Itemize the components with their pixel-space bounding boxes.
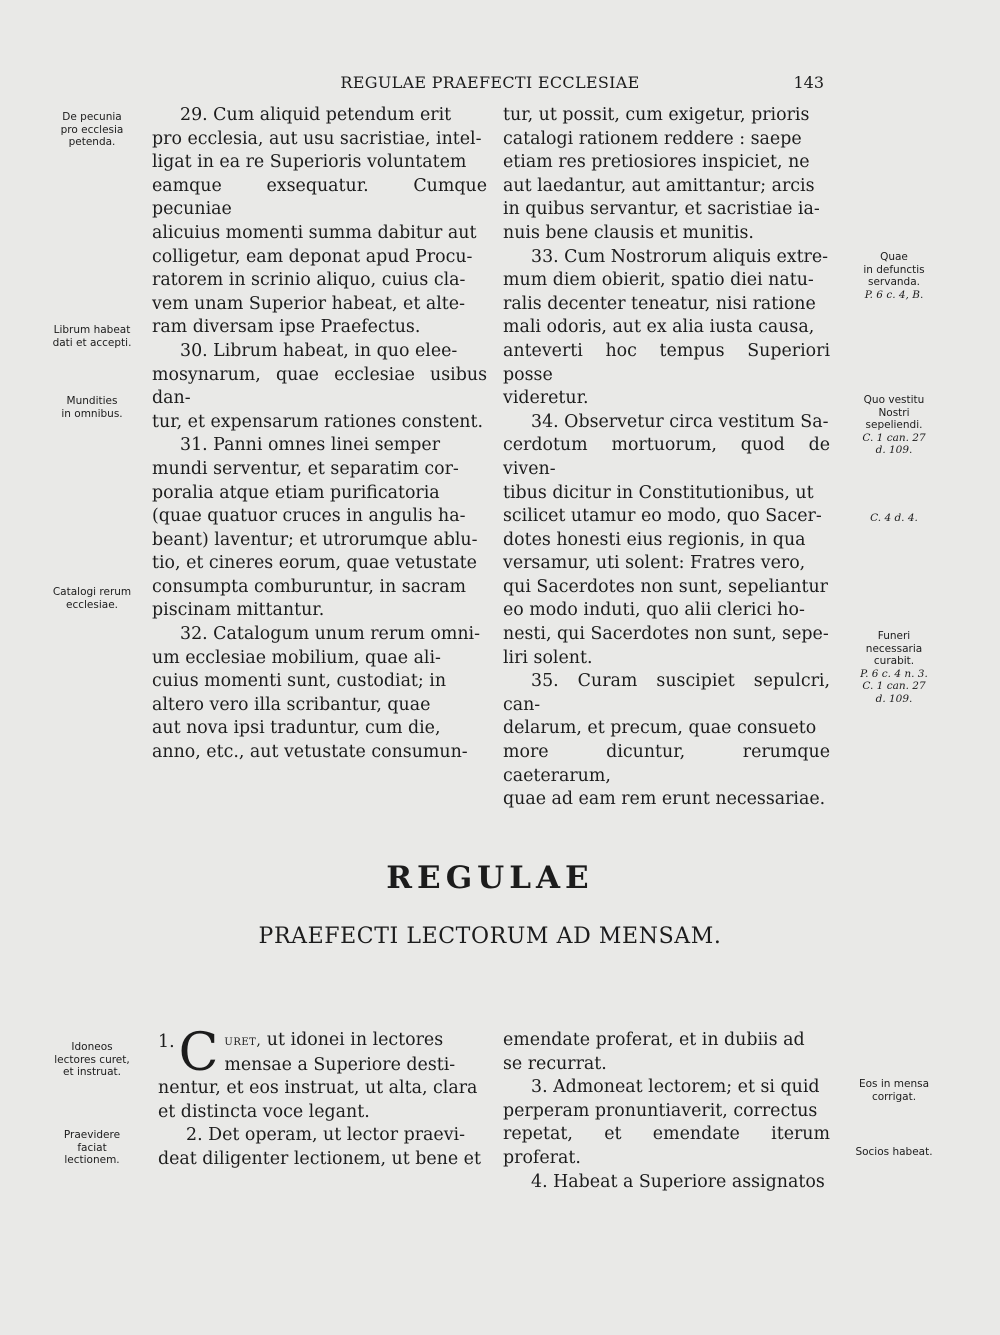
text-line: tio, et cineres eorum, quae vetustate bbox=[152, 553, 477, 574]
paragraph-33: 33. Cum Nostrorum aliquis extre- bbox=[531, 246, 829, 267]
note-line: Eos in mensa bbox=[858, 1078, 930, 1090]
note-line: Funeri bbox=[877, 630, 911, 642]
note-line: ecclesiae. bbox=[65, 598, 118, 611]
text-line: videretur. bbox=[503, 388, 589, 409]
margin-note-mundities bbox=[42, 395, 142, 420]
paragraph-2: 2. Det operam, ut lector praevi- bbox=[186, 1125, 465, 1146]
note-reference: d. 109. bbox=[875, 692, 913, 705]
note-line: dati et accepti. bbox=[52, 336, 132, 349]
text-line: versamur, uti solent: Fratres vero, bbox=[503, 553, 806, 574]
rule-number: 1. bbox=[158, 1032, 175, 1052]
text-line: eamque exsequatur. Cumque pecuniae bbox=[152, 175, 487, 220]
margin-note-quae-in-defunctis bbox=[842, 251, 946, 301]
note-line: faciat bbox=[77, 1141, 107, 1154]
text-line: et distincta voce legant. bbox=[158, 1101, 370, 1122]
text-line: etiam res pretiosiores inspiciet, ne bbox=[503, 152, 810, 173]
text-line: nuis bene clausis et munitis. bbox=[503, 222, 754, 243]
text-line: cuius momenti sunt, custodiat; in bbox=[152, 671, 447, 692]
text-line: repetat, et emendate iterum proferat. bbox=[503, 1124, 830, 1168]
text-line: nesti, qui Sacerdotes non sunt, sepe- bbox=[503, 624, 829, 645]
note-line: sepeliendi. bbox=[865, 419, 923, 431]
text-line: emendate proferat, et in dubiis ad bbox=[503, 1030, 805, 1050]
margin-note-idoneos bbox=[42, 1041, 142, 1079]
note-line: curabit. bbox=[873, 655, 915, 667]
note-line: lectores curet, bbox=[54, 1053, 130, 1066]
note-reference: P. 6 c. 4 n. 3. bbox=[860, 667, 928, 680]
text-line: ut idonei in lectores bbox=[261, 1030, 444, 1050]
text-line: ram diversam ipse Praefectus. bbox=[152, 317, 421, 338]
note-line: in defunctis bbox=[863, 263, 925, 276]
text-line: um ecclesiae mobilium, quae ali- bbox=[152, 647, 441, 668]
text-line: ligat in ea re Superioris voluntatem bbox=[152, 152, 467, 173]
text-line: mali odoris, aut ex alia iusta causa, bbox=[503, 317, 815, 338]
text-line: beant) laventur; et utrorumque ablu- bbox=[152, 529, 478, 550]
paragraph-35: 35. Curam suscipiet sepulcri, can- bbox=[503, 671, 830, 715]
margin-note-socios bbox=[842, 1146, 946, 1159]
text-line: (quae quatuor cruces in angulis ha- bbox=[152, 506, 466, 527]
note-line: petenda. bbox=[68, 136, 116, 148]
text-column-right bbox=[503, 104, 830, 812]
text-line: delarum, et precum, quae consueto bbox=[503, 718, 817, 739]
text-line: quae ad eam rem erunt necessariae. bbox=[503, 789, 826, 810]
text-line: vem unam Superior habeat, et alte- bbox=[152, 293, 465, 314]
text-line: perperam pronuntiaverit, correctus bbox=[503, 1100, 818, 1121]
text-line: tibus dicitur in Constitutionibus, ut bbox=[503, 482, 814, 503]
paragraph-29 bbox=[152, 104, 487, 128]
note-line: Librum habeat bbox=[53, 324, 131, 336]
section-subtitle: PRAEFECTI LECTORUM AD MENSAM. bbox=[258, 924, 722, 949]
note-line: Quae bbox=[880, 251, 908, 263]
running-title: REGULAE PRAEFECTI ECCLESIAE bbox=[340, 73, 640, 92]
page-header bbox=[150, 73, 830, 97]
text-line: aut laedantur, aut amittantur; arcis bbox=[503, 175, 815, 196]
text-line: tur, ut possit, cum exigetur, prioris bbox=[503, 105, 810, 125]
rules-column-right bbox=[503, 1029, 830, 1194]
margin-note-de-pecunia bbox=[42, 111, 142, 149]
margin-note-praevidere bbox=[42, 1129, 142, 1167]
text-line: colligetur, eam deponat apud Procu- bbox=[152, 246, 473, 267]
note-line: corrigat. bbox=[871, 1090, 917, 1103]
text-column-left bbox=[152, 104, 487, 765]
margin-note-quo-vestitu bbox=[842, 394, 946, 457]
text-line: deat diligenter lectionem, ut bene et bbox=[158, 1148, 481, 1169]
text-line: nentur, et eos instruat, ut alta, clara bbox=[158, 1078, 478, 1099]
text-line: mundi serventur, et separatim cor- bbox=[152, 458, 459, 479]
note-line: Praevidere bbox=[63, 1129, 121, 1141]
text-line: anno, etc., aut vetustate consumun- bbox=[152, 742, 468, 763]
text-line: ratorem in scrinio aliquo, cuius cla- bbox=[152, 270, 466, 291]
note-line: Quo vestitu bbox=[863, 394, 925, 406]
text-line: mensae a Superiore desti- bbox=[224, 1054, 456, 1075]
paragraph-3: 3. Admoneat lectorem; et si quid bbox=[531, 1077, 820, 1098]
text-line: scilicet utamur eo modo, quo Sacer- bbox=[503, 506, 822, 527]
note-line: Catalogi rerum bbox=[52, 586, 132, 598]
section-title: REGULAE bbox=[386, 860, 594, 896]
paragraph-34: 34. Observetur circa vestitum Sa- bbox=[531, 411, 829, 432]
note-line: Socios habeat. bbox=[855, 1146, 933, 1158]
text-line: se recurrat. bbox=[503, 1053, 607, 1074]
note-reference: C. 1 can. 27 bbox=[862, 431, 926, 444]
margin-note-librum bbox=[42, 324, 142, 349]
text-line: alicuius momenti summa dabitur aut bbox=[152, 222, 477, 243]
paragraph-30: 30. Librum habeat, in quo elee- bbox=[180, 340, 458, 361]
note-line: servanda. bbox=[868, 276, 920, 288]
text-line: altero vero illa scribantur, quae bbox=[152, 694, 431, 715]
text-line: tur, et expensarum rationes constent. bbox=[152, 411, 483, 432]
paragraph-1 bbox=[158, 1023, 487, 1083]
text-line: 29. Cum aliquid petendum erit bbox=[180, 105, 452, 125]
margin-note-c4 bbox=[842, 512, 946, 525]
text-line: ralis decenter teneatur, nisi ratione bbox=[503, 293, 816, 314]
note-reference: C. 1 can. 27 bbox=[862, 680, 926, 692]
text-line: mum diem obierit, spatio diei natu- bbox=[503, 270, 814, 291]
text-line: eo modo induti, quo alii clerici ho- bbox=[503, 600, 805, 621]
paragraph-4: 4. Habeat a Superiore assignatos bbox=[531, 1171, 825, 1192]
margin-note-funeri bbox=[842, 630, 946, 705]
text-line: in quibus servantur, et sacristiae ia- bbox=[503, 199, 820, 220]
text-line: piscinam mittantur. bbox=[152, 600, 325, 621]
text-line: liri solent. bbox=[503, 647, 593, 668]
text-line: cerdotum mortuorum, quod de viven- bbox=[503, 435, 830, 479]
note-reference: C. 4 d. 4. bbox=[870, 512, 918, 524]
note-line: et instruat. bbox=[63, 1066, 121, 1078]
small-caps-word: uret, bbox=[224, 1033, 262, 1049]
text-line: qui Sacerdotes non sunt, sepeliantur bbox=[503, 576, 828, 597]
text-line: consumpta comburuntur, in sacram bbox=[152, 576, 466, 597]
note-line: De pecunia bbox=[62, 111, 122, 123]
note-line: necessaria bbox=[865, 642, 923, 655]
paragraph-31: 31. Panni omnes linei semper bbox=[180, 435, 441, 456]
note-line: Mundities bbox=[66, 395, 118, 407]
text-line: dotes honesti eius regionis, in qua bbox=[503, 529, 806, 550]
note-line: in omnibus. bbox=[61, 407, 123, 420]
paragraph-32: 32. Catalogum unum rerum omni- bbox=[180, 624, 480, 645]
note-line: Nostri bbox=[878, 406, 910, 419]
text-line: poralia atque etiam purificatoria bbox=[152, 482, 440, 503]
note-reference: d. 109. bbox=[875, 444, 913, 456]
note-reference: P. 6 c. 4, B. bbox=[864, 288, 924, 301]
drop-cap: C bbox=[178, 1023, 219, 1083]
text-line: catalogi rationem reddere : saepe bbox=[503, 128, 802, 149]
margin-note-eos-in-mensa bbox=[842, 1078, 946, 1103]
text-line: anteverti hoc tempus Superiori posse bbox=[503, 340, 830, 385]
margin-note-catalogi bbox=[42, 586, 142, 611]
page-number: 143 bbox=[793, 73, 824, 92]
text-line: pro ecclesia, aut usu sacristiae, intel- bbox=[152, 128, 482, 149]
text-line: more dicuntur, rerumque caeterarum, bbox=[503, 742, 830, 786]
note-line: lectionem. bbox=[64, 1154, 120, 1166]
rules-column-left bbox=[158, 1023, 487, 1172]
note-line: pro ecclesia bbox=[60, 123, 124, 136]
text-line: aut nova ipsi traduntur, cum die, bbox=[152, 718, 441, 739]
note-line: Idoneos bbox=[71, 1041, 113, 1053]
text-line: mosynarum, quae ecclesiae usibus dan- bbox=[152, 364, 487, 409]
